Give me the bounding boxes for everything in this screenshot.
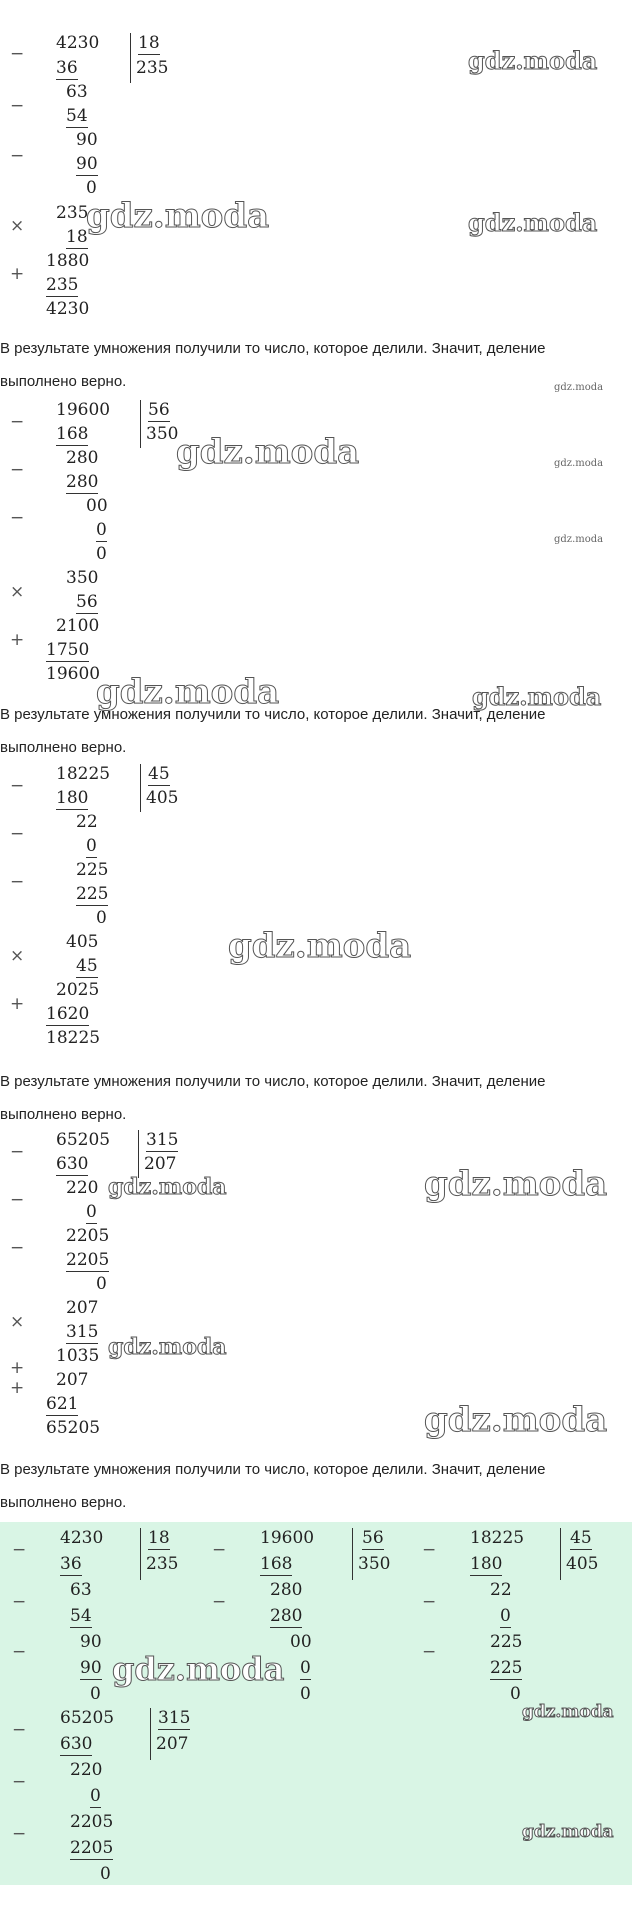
remainder: 0 [100,1864,111,1884]
remainder: 0 [90,1684,101,1704]
subtrahend: 90 [76,154,98,174]
division-bar [560,1528,561,1580]
watermark: gdz.moda [108,1334,227,1360]
minus-sign: − [212,1592,227,1612]
check-factor: 350 [66,568,99,588]
minus-sign: − [10,776,25,796]
minus-sign: − [10,872,25,892]
dividend: 65205 [60,1708,115,1728]
conclusion-text: выполнено верно. [0,1106,127,1123]
watermark: gdz.moda [96,672,280,712]
conclusion-text: В результате умножения получили то число, которое делили. Значит, деление [0,706,546,723]
subtrahend: 630 [56,1154,89,1174]
remainder: 22 [490,1580,512,1600]
product: 4230 [46,299,90,319]
remainder: 225 [76,860,109,880]
product: 65205 [46,1418,101,1438]
divisor: 56 [362,1528,384,1548]
minus-sign: − [10,96,25,116]
minus-sign: − [10,1190,25,1210]
minus-sign: − [10,146,25,166]
watermark: gdz.moda [86,196,270,236]
subtrahend: 168 [56,424,89,444]
remainder: 00 [86,496,108,516]
remainder: 225 [490,1632,523,1652]
partial-product: 1880 [46,251,90,271]
quotient: 350 [358,1554,391,1574]
watermark: gdz.moda [472,682,602,711]
watermark: gdz.moda [554,534,604,545]
watermark: gdz.moda [554,382,604,393]
minus-sign: − [12,1720,27,1740]
conclusion-text: выполнено верно. [0,739,127,756]
subtrahend: 36 [56,58,78,78]
subtrahend: 180 [470,1554,503,1574]
watermark: gdz.moda [554,458,604,469]
division-bar [140,400,141,448]
divisor: 315 [158,1708,191,1728]
watermark: gdz.moda [424,1400,608,1440]
division-bar [138,1130,139,1178]
minus-sign: − [422,1540,437,1560]
division-bar [352,1528,353,1580]
partial-product: 2100 [56,616,100,636]
remainder: 2205 [70,1812,114,1832]
remainder: 63 [70,1580,92,1600]
divisor: 315 [146,1130,179,1150]
divisor: 45 [148,764,170,784]
subtrahend: 225 [490,1658,523,1678]
minus-sign: − [212,1540,227,1560]
conclusion-text: В результате умножения получили то число, которое делили. Значит, деление [0,1073,546,1090]
times-sign: × [10,582,25,602]
quotient: 207 [144,1154,177,1174]
check-factor: 45 [76,956,98,976]
watermark: gdz.moda [108,1174,227,1200]
subtrahend: 36 [60,1554,82,1574]
conclusion-text: выполнено верно. [0,1494,127,1511]
divisor: 18 [148,1528,170,1548]
subtrahend: 630 [60,1734,93,1754]
minus-sign: − [12,1642,27,1662]
minus-sign: − [10,1142,25,1162]
product: 18225 [46,1028,101,1048]
remainder: 280 [66,448,99,468]
remainder: 0 [96,1274,107,1294]
product: 19600 [46,664,101,684]
minus-sign: − [10,44,25,64]
subtrahend: 225 [76,884,109,904]
minus-sign: − [12,1540,27,1560]
minus-sign: − [10,460,25,480]
quotient: 235 [146,1554,179,1574]
plus-sign: + [10,630,25,650]
subtrahend: 0 [90,1786,101,1806]
quotient: 350 [146,424,179,444]
subtrahend: 54 [70,1606,92,1626]
partial-product: 235 [46,275,79,295]
subtrahend: 90 [80,1658,102,1678]
dividend: 18225 [56,764,111,784]
minus-sign: − [10,412,25,432]
plus-sign: + [10,264,25,284]
watermark: gdz.moda [468,208,598,237]
dividend: 4230 [56,33,100,53]
divisor: 45 [570,1528,592,1548]
check-factor: 315 [66,1322,99,1342]
partial-product: 1750 [46,640,90,660]
division-bar [130,33,131,83]
minus-sign: − [10,1238,25,1258]
dividend: 65205 [56,1130,111,1150]
remainder: 280 [270,1580,303,1600]
check-factor: 18 [66,227,88,247]
subtrahend: 180 [56,788,89,808]
times-sign: × [10,946,25,966]
quotient: 235 [136,58,169,78]
divisor: 56 [148,400,170,420]
quotient: 405 [566,1554,599,1574]
watermark: gdz.moda [112,1650,285,1688]
subtrahend: 0 [86,836,97,856]
subtrahend: 0 [300,1658,311,1678]
check-factor: 207 [66,1298,99,1318]
remainder: 2205 [66,1226,110,1246]
remainder: 220 [70,1760,103,1780]
watermark: gdz.moda [522,1822,614,1842]
watermark: gdz.moda [468,46,598,75]
check-factor: 405 [66,932,99,952]
remainder: 90 [80,1632,102,1652]
partial-product: 2025 [56,980,100,1000]
plus-sign: + [10,1358,25,1378]
minus-sign: − [12,1592,27,1612]
partial-product: 1035 [56,1346,100,1366]
times-sign: × [10,216,25,236]
remainder: 0 [96,544,107,564]
remainder: 0 [510,1684,521,1704]
conclusion-text: В результате умножения получили то число, которое делили. Значит, деление [0,340,546,357]
remainder: 22 [76,812,98,832]
remainder: 63 [66,82,88,102]
subtrahend: 0 [96,520,107,540]
quotient: 207 [156,1734,189,1754]
remainder: 220 [66,1178,99,1198]
subtrahend: 2205 [66,1250,110,1270]
partial-product: 621 [46,1394,79,1414]
remainder: 90 [76,130,98,150]
subtrahend: 2205 [70,1838,114,1858]
partial-product: 207 [56,1370,89,1390]
minus-sign: − [422,1592,437,1612]
subtrahend: 168 [260,1554,293,1574]
minus-sign: − [10,508,25,528]
remainder: 0 [86,178,97,198]
remainder: 00 [290,1632,312,1652]
subtrahend: 54 [66,106,88,126]
partial-product: 1620 [46,1004,90,1024]
plus-sign: + [10,1378,25,1398]
check-factor: 56 [76,592,98,612]
minus-sign: − [10,824,25,844]
subtrahend: 0 [500,1606,511,1626]
minus-sign: − [12,1824,27,1844]
subtrahend: 0 [86,1202,97,1222]
minus-sign: − [12,1772,27,1792]
dividend: 19600 [260,1528,315,1548]
check-factor: 235 [56,203,89,223]
times-sign: × [10,1312,25,1332]
divisor: 18 [138,33,160,53]
watermark: gdz.moda [228,926,412,966]
watermark: gdz.moda [424,1164,608,1204]
subtrahend: 280 [66,472,99,492]
division-bar [150,1708,151,1760]
dividend: 18225 [470,1528,525,1548]
dividend: 19600 [56,400,111,420]
division-bar [140,1528,141,1580]
conclusion-text: В результате умножения получили то число, которое делили. Значит, деление [0,1461,546,1478]
minus-sign: − [422,1642,437,1662]
plus-sign: + [10,994,25,1014]
subtrahend: 280 [270,1606,303,1626]
watermark: gdz.moda [176,432,360,472]
remainder: 0 [96,908,107,928]
remainder: 0 [300,1684,311,1704]
division-bar [140,764,141,812]
conclusion-text: выполнено верно. [0,373,127,390]
dividend: 4230 [60,1528,104,1548]
quotient: 405 [146,788,179,808]
watermark: gdz.moda [522,1702,614,1722]
